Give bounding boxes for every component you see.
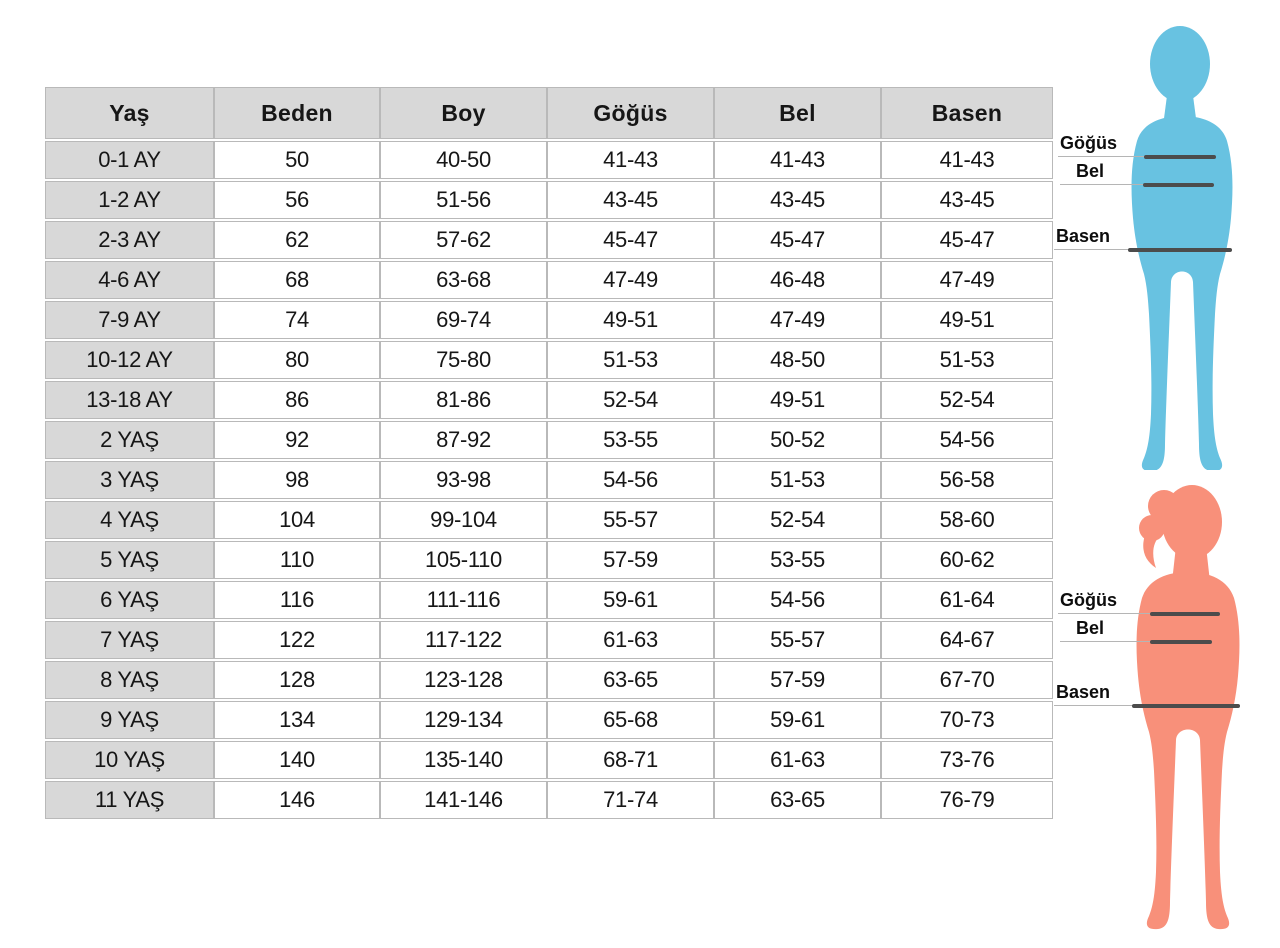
row-age-cell: 13-18 AY <box>45 381 214 419</box>
value-cell: 59-61 <box>547 581 714 619</box>
value-cell: 51-53 <box>714 461 881 499</box>
value-cell: 111-116 <box>380 581 547 619</box>
child-chest-measure <box>1058 131 1216 157</box>
value-cell: 57-59 <box>547 541 714 579</box>
value-cell: 47-49 <box>714 301 881 339</box>
table-row <box>45 781 1053 819</box>
value-cell: 61-63 <box>714 741 881 779</box>
table-row <box>45 221 1053 259</box>
value-cell: 81-86 <box>380 381 547 419</box>
value-cell: 135-140 <box>380 741 547 779</box>
girl-waist-measure <box>1060 616 1212 642</box>
table-row <box>45 381 1053 419</box>
value-cell: 87-92 <box>380 421 547 459</box>
value-cell: 49-51 <box>881 301 1053 339</box>
value-cell: 122 <box>214 621 380 659</box>
row-age-cell: 7-9 AY <box>45 301 214 339</box>
value-cell: 49-51 <box>547 301 714 339</box>
row-age-cell: 10 YAŞ <box>45 741 214 779</box>
value-cell: 50 <box>214 141 380 179</box>
table-row <box>45 581 1053 619</box>
value-cell: 43-45 <box>547 181 714 219</box>
value-cell: 140 <box>214 741 380 779</box>
table-row <box>45 341 1053 379</box>
table-row <box>45 741 1053 779</box>
waist-measure-line <box>1143 183 1214 187</box>
value-cell: 51-56 <box>380 181 547 219</box>
value-cell: 67-70 <box>881 661 1053 699</box>
value-cell: 46-48 <box>714 261 881 299</box>
value-cell: 41-43 <box>714 141 881 179</box>
value-cell: 57-62 <box>380 221 547 259</box>
row-age-cell: 3 YAŞ <box>45 461 214 499</box>
header-cell-hip: Basen <box>881 87 1053 139</box>
value-cell: 45-47 <box>714 221 881 259</box>
girl-chest-label: Göğüs <box>1060 590 1117 610</box>
value-cell: 54-56 <box>547 461 714 499</box>
girl-chest-measure <box>1058 588 1220 614</box>
size-chart-table <box>45 85 1053 821</box>
row-age-cell: 1-2 AY <box>45 181 214 219</box>
table-row <box>45 301 1053 339</box>
value-cell: 54-56 <box>714 581 881 619</box>
value-cell: 45-47 <box>547 221 714 259</box>
value-cell: 52-54 <box>881 381 1053 419</box>
value-cell: 141-146 <box>380 781 547 819</box>
value-cell: 104 <box>214 501 380 539</box>
value-cell: 98 <box>214 461 380 499</box>
value-cell: 86 <box>214 381 380 419</box>
row-age-cell: 6 YAŞ <box>45 581 214 619</box>
value-cell: 41-43 <box>547 141 714 179</box>
value-cell: 99-104 <box>380 501 547 539</box>
hip-measure-line <box>1132 704 1240 708</box>
row-age-cell: 7 YAŞ <box>45 621 214 659</box>
value-cell: 71-74 <box>547 781 714 819</box>
value-cell: 123-128 <box>380 661 547 699</box>
value-cell: 134 <box>214 701 380 739</box>
waist-measure-line <box>1150 640 1212 644</box>
value-cell: 43-45 <box>714 181 881 219</box>
value-cell: 74 <box>214 301 380 339</box>
value-cell: 80 <box>214 341 380 379</box>
value-cell: 63-65 <box>714 781 881 819</box>
value-cell: 68-71 <box>547 741 714 779</box>
table-row <box>45 181 1053 219</box>
table-row <box>45 421 1053 459</box>
value-cell: 52-54 <box>714 501 881 539</box>
value-cell: 53-55 <box>714 541 881 579</box>
value-cell: 50-52 <box>714 421 881 459</box>
table-row <box>45 661 1053 699</box>
value-cell: 40-50 <box>380 141 547 179</box>
value-cell: 65-68 <box>547 701 714 739</box>
value-cell: 117-122 <box>380 621 547 659</box>
value-cell: 41-43 <box>881 141 1053 179</box>
girl-waist-label: Bel <box>1076 618 1105 638</box>
value-cell: 56 <box>214 181 380 219</box>
table-row <box>45 701 1053 739</box>
value-cell: 64-67 <box>881 621 1053 659</box>
row-age-cell: 4-6 AY <box>45 261 214 299</box>
value-cell: 61-63 <box>547 621 714 659</box>
value-cell: 56-58 <box>881 461 1053 499</box>
value-cell: 68 <box>214 261 380 299</box>
row-age-cell: 4 YAŞ <box>45 501 214 539</box>
girl-hip-measure <box>1054 680 1240 706</box>
row-age-cell: 0-1 AY <box>45 141 214 179</box>
table-row <box>45 141 1053 179</box>
child-hip-label: Basen <box>1056 226 1111 246</box>
value-cell: 63-68 <box>380 261 547 299</box>
value-cell: 52-54 <box>547 381 714 419</box>
row-age-cell: 2-3 AY <box>45 221 214 259</box>
child-waist-label: Bel <box>1076 161 1105 181</box>
value-cell: 63-65 <box>547 661 714 699</box>
header-cell-size: Beden <box>214 87 380 139</box>
value-cell: 92 <box>214 421 380 459</box>
value-cell: 62 <box>214 221 380 259</box>
value-cell: 53-55 <box>547 421 714 459</box>
value-cell: 69-74 <box>380 301 547 339</box>
value-cell: 47-49 <box>547 261 714 299</box>
row-age-cell: 10-12 AY <box>45 341 214 379</box>
header-cell-age: Yaş <box>45 87 214 139</box>
value-cell: 110 <box>214 541 380 579</box>
value-cell: 146 <box>214 781 380 819</box>
value-cell: 73-76 <box>881 741 1053 779</box>
value-cell: 45-47 <box>881 221 1053 259</box>
header-cell-chest: Göğüs <box>547 87 714 139</box>
header-cell-height: Boy <box>380 87 547 139</box>
value-cell: 55-57 <box>714 621 881 659</box>
value-cell: 54-56 <box>881 421 1053 459</box>
value-cell: 47-49 <box>881 261 1053 299</box>
value-cell: 105-110 <box>380 541 547 579</box>
value-cell: 60-62 <box>881 541 1053 579</box>
row-age-cell: 2 YAŞ <box>45 421 214 459</box>
row-age-cell: 5 YAŞ <box>45 541 214 579</box>
table-row <box>45 621 1053 659</box>
value-cell: 129-134 <box>380 701 547 739</box>
row-age-cell: 9 YAŞ <box>45 701 214 739</box>
hip-measure-line <box>1128 248 1232 252</box>
table-row <box>45 541 1053 579</box>
child-hip-measure <box>1054 224 1232 250</box>
value-cell: 55-57 <box>547 501 714 539</box>
value-cell: 51-53 <box>547 341 714 379</box>
value-cell: 76-79 <box>881 781 1053 819</box>
child-chest-label: Göğüs <box>1060 133 1117 153</box>
value-cell: 70-73 <box>881 701 1053 739</box>
value-cell: 93-98 <box>380 461 547 499</box>
value-cell: 116 <box>214 581 380 619</box>
value-cell: 58-60 <box>881 501 1053 539</box>
row-age-cell: 8 YAŞ <box>45 661 214 699</box>
value-cell: 48-50 <box>714 341 881 379</box>
header-cell-waist: Bel <box>714 87 881 139</box>
table-row <box>45 501 1053 539</box>
value-cell: 59-61 <box>714 701 881 739</box>
value-cell: 49-51 <box>714 381 881 419</box>
value-cell: 43-45 <box>881 181 1053 219</box>
table-header-row <box>45 87 1053 139</box>
row-age-cell: 11 YAŞ <box>45 781 214 819</box>
value-cell: 128 <box>214 661 380 699</box>
value-cell: 57-59 <box>714 661 881 699</box>
value-cell: 51-53 <box>881 341 1053 379</box>
child-waist-measure <box>1060 159 1214 185</box>
girl-hip-label: Basen <box>1056 682 1111 702</box>
table-row <box>45 461 1053 499</box>
table-row <box>45 261 1053 299</box>
value-cell: 75-80 <box>380 341 547 379</box>
value-cell: 61-64 <box>881 581 1053 619</box>
